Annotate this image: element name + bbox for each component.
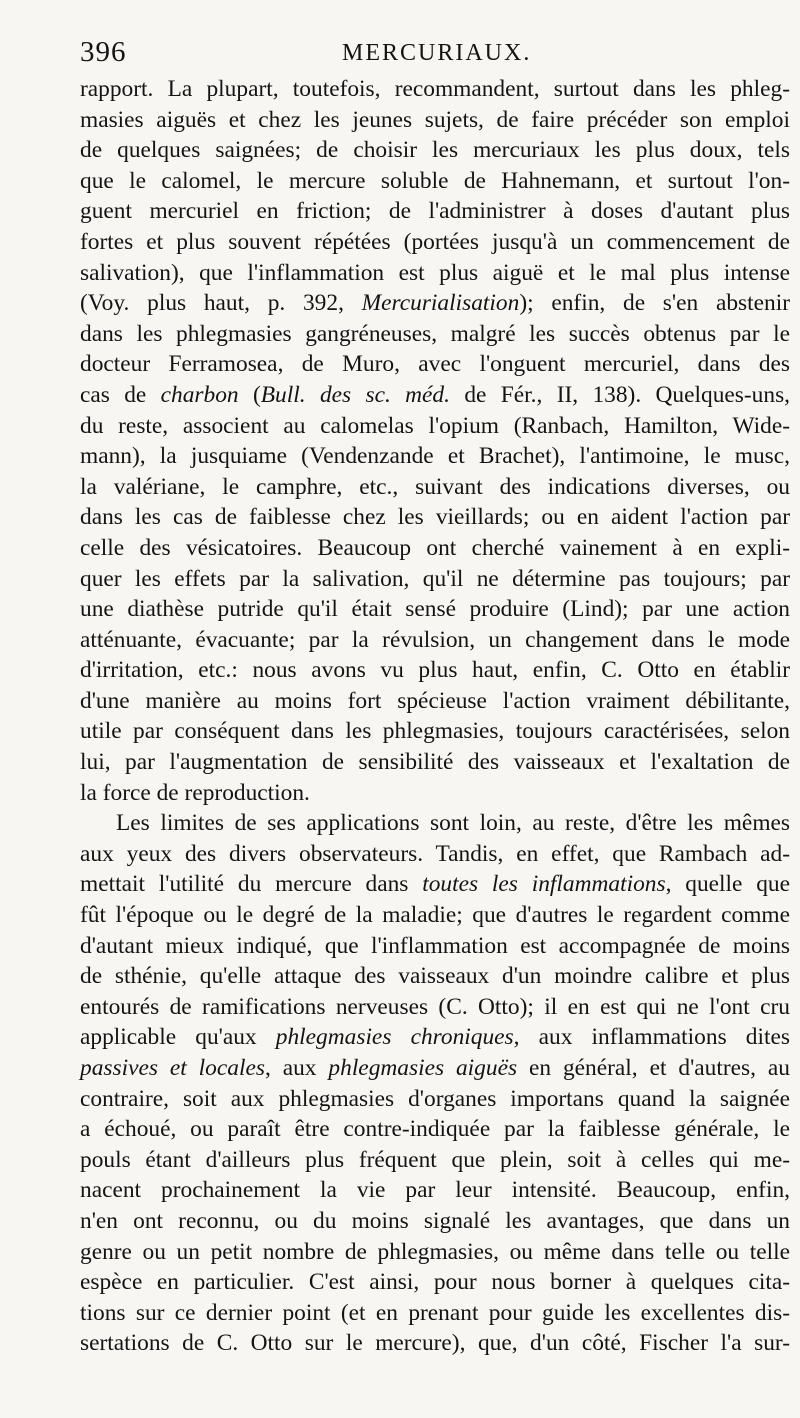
text-run: (Voy. plus haut, p. 392,	[80, 290, 362, 317]
italic-run: toutes les inflammations	[422, 871, 666, 898]
text-line: que le calomel, le mercure soluble de Hahnemann, et surtout l'on-	[80, 167, 790, 194]
text-line: lui, par l'augmentation de sensibilité des vaisseaux et l'exaltation de	[80, 749, 790, 776]
text-run: , quelle que	[665, 871, 790, 898]
text-line: utile par conséquent dans les phlegmasies, toujours caractérisées, selon	[80, 718, 790, 745]
italic-run: charbon	[160, 381, 239, 408]
body-text	[80, 74, 790, 1359]
paragraph-1	[80, 74, 790, 808]
text-line: pouls étant d'ailleurs plus fréquent que plein, soit à celles qui me-	[80, 1146, 790, 1173]
text-line: la force de reproduction.	[80, 779, 310, 806]
text-line: d'une manière au moins fort spécieuse l'action vraiment débilitante,	[80, 687, 790, 714]
text-line: mann), la jusquiame (Vendenzande et Brachet), l'antimoine, le musc,	[80, 443, 790, 470]
text-line: salivation), que l'inflammation est plus aiguë et le mal plus intense	[80, 259, 790, 286]
text-line: dans les cas de faiblesse chez les vieillards; ou en aident l'action par	[80, 504, 790, 531]
text-line: nacent prochainement la vie par leur intensité. Beaucoup, enfin,	[80, 1177, 790, 1204]
running-head: MERCURIAUX.	[342, 40, 532, 66]
text-run: applicable qu'aux	[80, 1024, 276, 1051]
text-run: ); enfin, de s'en abstenir	[519, 290, 790, 317]
text-run: mettait l'utilité du mercure dans	[80, 871, 423, 898]
text-line: docteur Ferramosea, de Muro, avec l'onguent mercuriel, dans des	[80, 351, 790, 378]
text-run: de Fér., II, 138). Quelques-uns,	[449, 381, 791, 408]
text-line: celle des vésicatoires. Beaucoup ont cherché vainement à en expli-	[80, 534, 790, 561]
text-line: aux yeux des divers observateurs. Tandis, en effet, que Rambach ad-	[80, 840, 790, 867]
text-line: genre ou un petit nombre de phlegmasies, ou même dans telle ou telle	[80, 1238, 790, 1265]
italic-run: phlegmasies chroniques	[275, 1024, 514, 1051]
text-line: fût l'époque ou le degré de la maladie; que d'autres le regardent comme	[80, 902, 790, 929]
text-run: , aux inflammations dites	[513, 1024, 790, 1051]
page-number: 396	[80, 36, 127, 68]
text-line: dans les phlegmasies gangréneuses, malgré les succès obtenus par le	[80, 320, 790, 347]
text-line	[80, 1053, 790, 1084]
text-line: fortes et plus souvent répétées (portées jusqu'à un commencement de	[80, 228, 790, 255]
text-line: quer les effets par la salivation, qu'il ne détermine pas toujours; par	[80, 565, 790, 592]
text-line	[80, 869, 790, 900]
text-line: a échoué, ou paraît être contre-indiquée par la faiblesse générale, le	[80, 1116, 790, 1143]
italic-run: Bull. des sc. méd.	[260, 381, 450, 408]
text-line: la valériane, le camphre, etc., suivant des indications diverses, ou	[80, 473, 790, 500]
text-line: une diathèse putride qu'il était sensé produire (Lind); par une action	[80, 596, 790, 623]
text-line: n'en ont reconnu, ou du moins signalé les avantages, que dans un	[80, 1207, 790, 1234]
italic-run: phlegmasies aiguës	[328, 1055, 518, 1081]
text-line: guent mercuriel en friction; de l'administrer à doses d'autant plus	[80, 198, 790, 225]
text-line: tions sur ce dernier point (et en prenant pour guide les excellentes dis-	[80, 1299, 790, 1326]
text-line: de quelques saignées; de choisir les mercuriaux les plus doux, tels	[80, 137, 790, 164]
text-line	[80, 288, 790, 319]
text-line	[80, 1022, 790, 1053]
text-run: en général, et d'autres, au	[517, 1055, 790, 1081]
text-line: rapport. La plupart, toutefois, recommandent, surtout dans les phleg-	[80, 76, 790, 102]
text-run: (	[238, 381, 261, 408]
text-line: contraire, soit aux phlegmasies d'organes importans quand la saignée	[80, 1085, 790, 1112]
text-run: , aux	[264, 1055, 329, 1081]
text-line	[80, 380, 790, 411]
text-run: cas de	[80, 381, 161, 408]
text-line: espèce en particulier. C'est ainsi, pour nous borner à quelques cita-	[80, 1269, 790, 1296]
text-line: d'autant mieux indiqué, que l'inflammation est accompagnée de moins	[80, 932, 790, 959]
text-line: sertations de C. Otto sur le mercure), que, d'un côté, Fischer l'a sur-	[80, 1330, 790, 1357]
italic-run: passives et locales	[80, 1055, 265, 1081]
text-line: Les limites de ses applications sont loin, au reste, d'être les mêmes	[116, 810, 790, 837]
page-header	[80, 30, 780, 76]
text-line: atténuante, évacuante; par la révulsion, un changement dans le mode	[80, 626, 790, 653]
paragraph-2	[80, 808, 790, 1359]
italic-run: Mercurialisation	[361, 290, 520, 317]
text-line: masies aiguës et chez les jeunes sujets, de faire précéder son emploi	[80, 106, 790, 133]
text-line: d'irritation, etc.: nous avons vu plus haut, enfin, C. Otto en établir	[80, 657, 790, 684]
text-line: du reste, associent au calomelas l'opium (Ranbach, Hamilton, Wide-	[80, 412, 790, 439]
text-line: entourés de ramifications nerveuses (C. Otto); il en est qui ne l'ont cru	[80, 993, 790, 1020]
text-line: de sthénie, qu'elle attaque des vaisseaux d'un moindre calibre et plus	[80, 963, 790, 990]
